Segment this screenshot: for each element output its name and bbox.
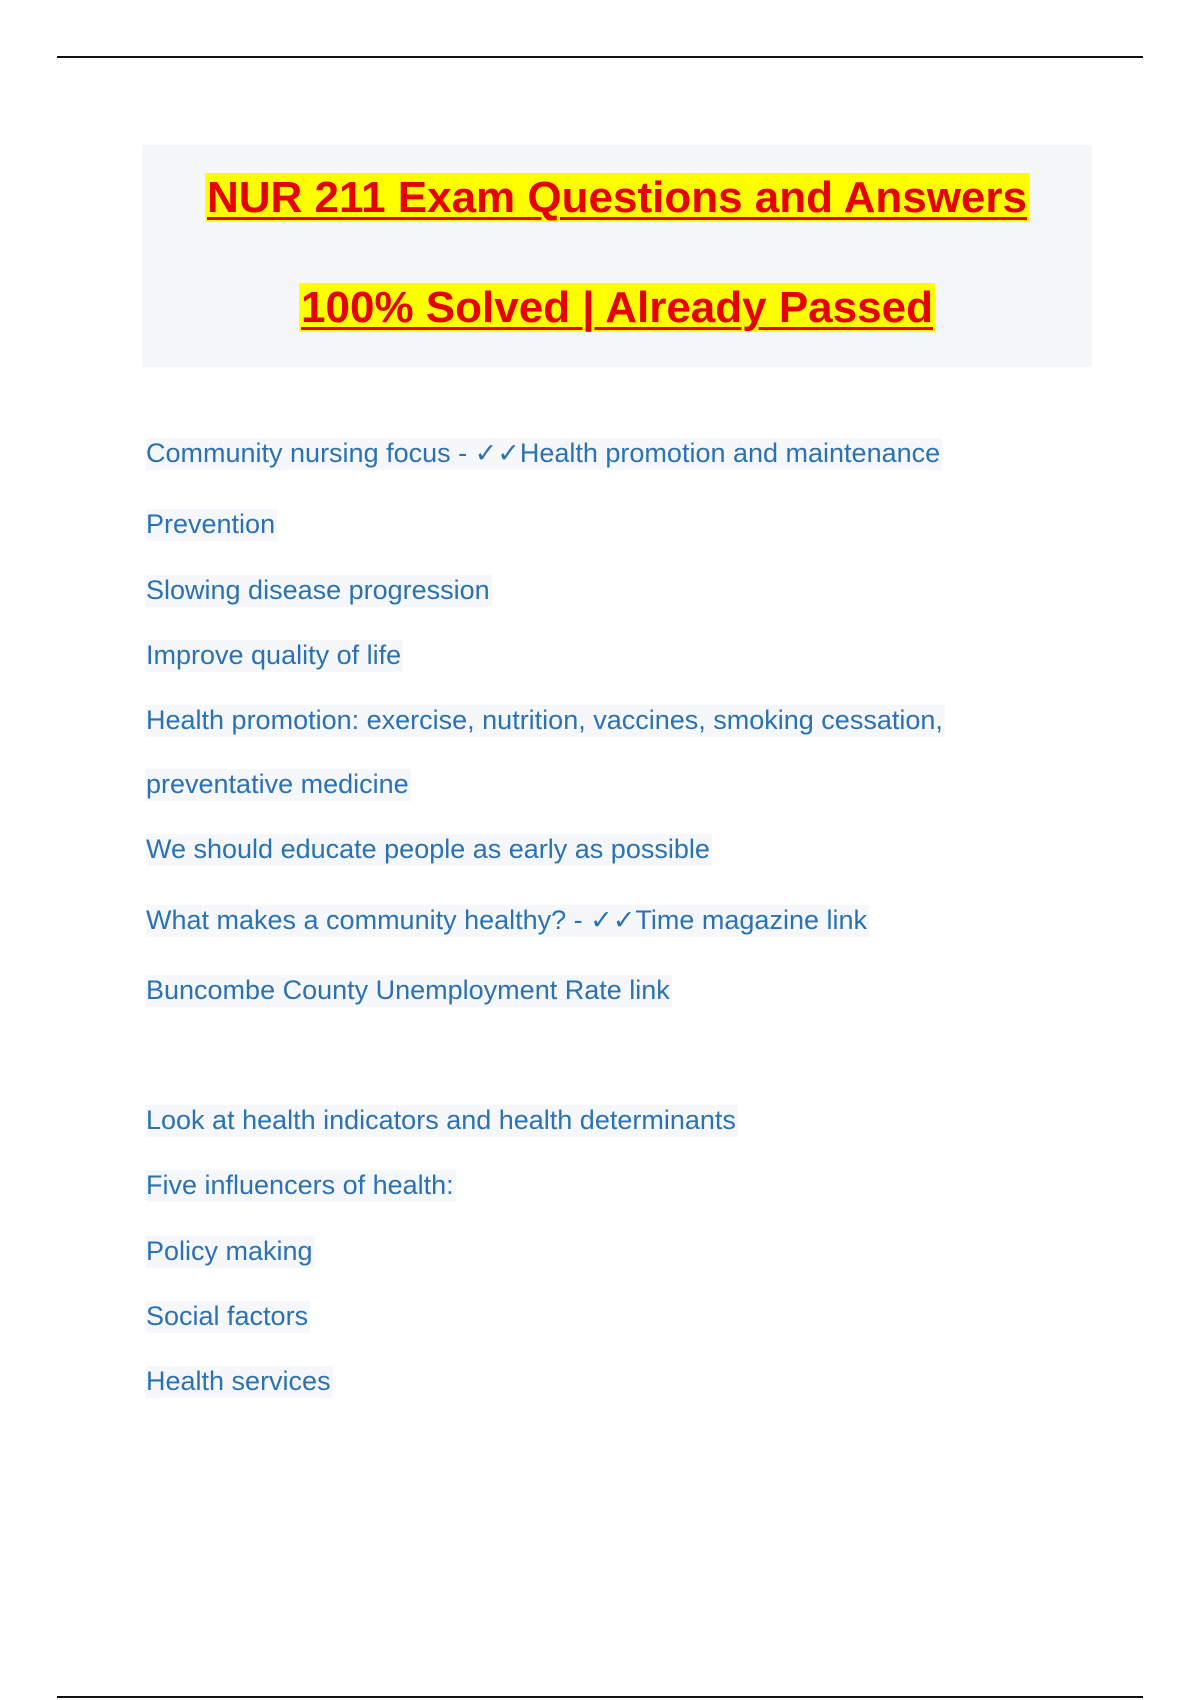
document-subtitle: 100% Solved | Already Passed: [301, 283, 933, 332]
text-line-social-factors: Social factors: [146, 1301, 309, 1331]
text-line-policy-making: Policy making: [146, 1236, 313, 1266]
text-line-health-indicators: Look at health indicators and health determinants: [146, 1105, 736, 1135]
text-line-health-promotion: Health promotion: exercise, nutrition, vaccines, smoking cessation,: [146, 705, 943, 735]
text-line-quality-of-life: Improve quality of life: [146, 640, 402, 670]
top-rule: [57, 56, 1143, 58]
text-line-health-services: Health services: [146, 1366, 331, 1396]
text-line-prevention: Prevention: [146, 509, 276, 539]
text-line-unemployment-rate: Buncombe County Unemployment Rate link: [146, 975, 670, 1005]
text-line-community-healthy: What makes a community healthy? - ✓✓Time magazine link: [146, 905, 867, 935]
text-line-slowing-disease: Slowing disease progression: [146, 575, 490, 605]
text-line-community-focus: Community nursing focus - ✓✓Health promotion and maintenance: [146, 438, 941, 468]
document-title: NUR 211 Exam Questions and Answers: [207, 173, 1027, 222]
title-box: [142, 145, 1092, 367]
bottom-rule: [57, 1696, 1143, 1698]
text-line-five-influencers: Five influencers of health:: [146, 1170, 454, 1200]
text-line-educate-early: We should educate people as early as possible: [146, 834, 710, 864]
text-line-preventative-medicine: preventative medicine: [146, 769, 409, 799]
